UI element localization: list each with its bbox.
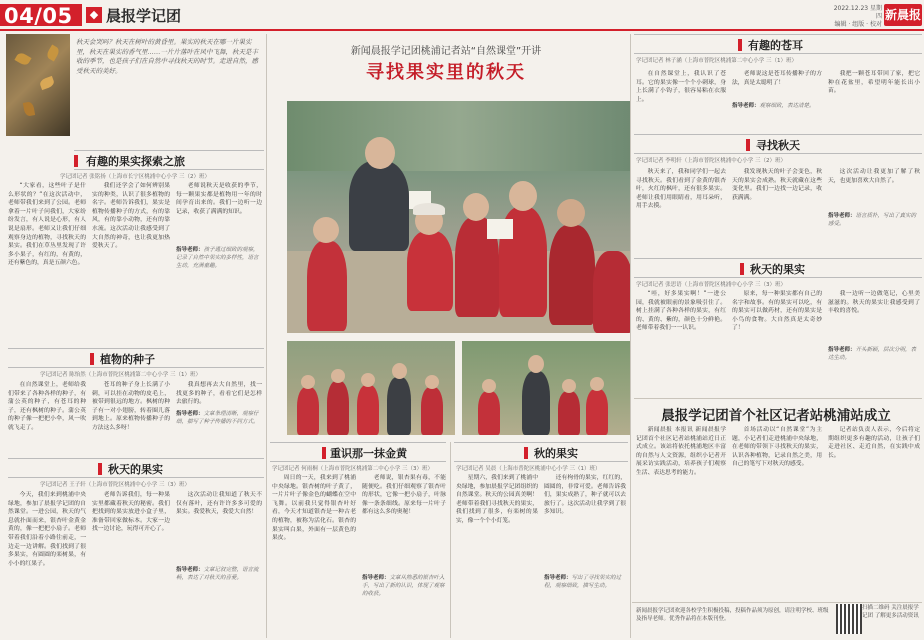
- article-3-col2: 老师告诉我们，每一种果实里都藏着秋天的秘密。我们把找到的果实放进小盒子里，准备带回家做标本。大家一边找一边讨论，玩得可开心了。: [92, 492, 170, 533]
- submission-notice: 新闻晨报学记团欢迎各校学生积极投稿，投稿作品须为原创，请注明学校、班级及指导老师。优秀作品将在本版刊登。: [636, 608, 829, 622]
- article-4-col2: 老师说，银杏果有毒，不能随便吃。我们仔细观察了银杏叶的形状，它像一把小扇子，叶脉像一条条细线。原来每一片叶子都有这么多的奥秘！: [362, 475, 446, 516]
- section-title-3: 秋天的果实: [108, 463, 163, 476]
- section-header-3: [8, 458, 264, 478]
- article-4-col1: 周日的一天，我来到了桃浦中央绿地。银杏树的叶子黄了，一片片叶子像金色的蝴蝶在空中飞舞。以前我只觉得银杏叶好看，今天才知道银杏是一种古老的植物，被称为活化石。银杏的果实叫白果，外面有一层黄色的果皮。: [272, 475, 356, 542]
- byline-6: 学记团记者 林子涵（上海市普陀区桃浦第二中心小学 三（1）班）: [636, 58, 797, 64]
- group-photo-left: [287, 341, 455, 435]
- teacher-note-8: 指导老师：开头新颖，层次分明，表达生动。: [828, 347, 917, 361]
- section-header-5: [454, 442, 628, 462]
- article-2-col1: 在自然课堂上，老师给我们带来了各种各样的种子，有蒲公英的种子，有苍耳的种子，还有枫树的种子。蒲公英的种子像一把把小伞，风一吹就飞走了。: [8, 382, 86, 431]
- article-5-col2: 还有枸骨的果实，红红的，圆圆的，非常可爱。老师告诉我们，果实成熟了，种子就可以去旅行了。这次活动让我学到了很多知识。: [544, 475, 626, 516]
- issue-date: 2022.12.23 星期四 编辑 · 组版 · 校对: [833, 5, 882, 28]
- byline-7: 学记团记者 李明轩（上海市普陀区桃浦中心小学 三（2）班）: [636, 158, 786, 164]
- intro-text: 秋天会哭吗？秋天在树叶的黄昏里。果实的秋天在哪一片果实里，秋天在果实的香气里……一片片落叶在风中飞舞，秋天是丰收的季节，也是孩子们在自然中寻找秋天的时节。走进自然，感受秋天的美好。: [76, 38, 258, 75]
- section-header-4: [270, 442, 446, 462]
- section-title-1: 有趣的果实探索之旅: [86, 155, 185, 168]
- article-6-col1: 在自然课堂上，我认识了苍耳。它的果实像一个个小刺球，身上长满了小钩子，很容易粘在衣服上。: [636, 71, 726, 103]
- article-2-col2: 苍耳的种子身上长满了小刺，可以挂在动物的皮毛上，被带到很远的地方。枫树的种子有一对小翅膀，转着圈儿落到地上。原来植物传播种子的方法这么多呀！: [92, 382, 170, 431]
- main-photo: [287, 101, 631, 333]
- station-title: 晨报学记团首个社区记者站桃浦站成立: [661, 408, 891, 424]
- newspaper-logo: 新晨报: [884, 4, 922, 26]
- qr-code-icon[interactable]: [836, 604, 862, 634]
- article-1-col1: “大家看，这些叶子是什么形状的？”在这次活动中，老师带我们来到了公园。老师拿着一片叶子问我们，大家纷纷发言，有人说是心形，有人说是扇形。老师又让我们仔细观察身边的植物，寻找秋天的果实。我们在草丛里发现了许多小果子，有红的，有黄的，还有紫色的，真是五颜六色。: [8, 183, 86, 267]
- section-header-1: [74, 150, 264, 170]
- article-8-col2: 原来，每一种果实都有自己的名字和故事。有的果实可以吃，有的果实可以做药材，还有的果实是小鸟的食物。大自然真是太奇妙了！: [732, 291, 822, 332]
- article-6-col3: 我把一颗苍耳带回了家，把它种在花盆里，希望明年能长出小苗。: [828, 71, 920, 95]
- teacher-note-7: 指导老师：语言质朴，写出了真实的感受。: [828, 213, 917, 227]
- article-7-col3: 这次活动让我更加了解了秋天，也更加喜欢大自然了。: [828, 169, 920, 184]
- section-header-8: [634, 258, 922, 278]
- article-7-col1: 秋天来了，我和同学们一起去寻找秋天。我们看到了金黄的银杏叶，火红的枫叶，还有很多果实。老师让我们用眼睛看，用耳朵听，用手去摸。: [636, 169, 726, 210]
- column-rule-center: [450, 442, 451, 638]
- section-mark-icon: ◆: [86, 7, 102, 23]
- section-header-6: [634, 34, 922, 54]
- group-photo-right: [462, 341, 630, 435]
- section-title-4: 重识那一抹金黄: [330, 447, 407, 460]
- article-2-col3: 我真想再去大自然里，找一找更多的种子，看看它们是怎样去旅行的。: [176, 382, 262, 406]
- column-rule-left: [266, 34, 267, 638]
- header-rule: [0, 29, 924, 31]
- section-title-5: 秋的果实: [534, 447, 578, 460]
- article-1-col2: 我们还学会了如何辨别果实的种类，认识了很多植物的名字。老师告诉我们，果实是植物传播种子的方式，有的靠风，有的靠小动物，还有的靠水流。这次活动让我感受到了大自然的神奇，也让我更加热爱秋天了。: [92, 183, 170, 250]
- article-8-col1: “哇，好多果实啊！”一进公园，我就被眼前的景象吸引住了。树上挂满了各种各样的果实，有红的、黄的、紫的，颜色十分鲜艳。老师带着我们一一认识。: [636, 291, 726, 332]
- article-8-col3: 我一边听一边做笔记，心里美滋滋的。秋天的果实让我感受到了丰收的喜悦。: [828, 291, 920, 315]
- section-title: 晨报学记团: [106, 7, 182, 25]
- section-title-8: 秋天的果实: [750, 263, 805, 276]
- station-col2: 首场活动以“自然课堂”为主题，小记者们走进桃浦中央绿地，在老师的带领下寻找秋天的果实，认识各种植物，记录自然之美，用自己的笔写下对秋天的感受。: [732, 427, 822, 468]
- section-title-2: 植物的种子: [100, 353, 155, 366]
- qr-caption: 扫描二维码 关注晨报学记团 了解更多活动资讯: [862, 605, 919, 619]
- station-col1: 新闻晨报 本报讯 新闻晨报学记团首个社区记者站桃浦站近日正式成立。该站将依托桃浦地区丰富的自然与人文资源，组织小记者开展采访实践活动，培养孩子们观察生活、表达思考的能力。: [636, 427, 726, 476]
- article-1-col3: 老师说秋天是收获的季节，每一颗果实都是植物用一年的时间孕育出来的。我们一边听一边记录，收获了满满的知识。: [176, 183, 262, 215]
- teacher-note-4: 指导老师：文章从熟悉的银杏叶入手，写出了新的认识，体现了观察的收获。: [362, 575, 445, 597]
- byline-1: 学记团记者 张铭扬（上海市长宁区桃浦中心小学 三（2）班）: [60, 174, 210, 180]
- teacher-note-3: 指导老师：文章记叙完整，语言流畅，表达了对秋天的喜爱。: [176, 567, 259, 581]
- byline-4: 学记团记者 何雨桐（上海市普陀区桃浦第二中心小学 三（3）班）: [272, 466, 433, 472]
- headline-subtitle: 新闻晨报学记团桃浦记者站“自然课堂”开讲: [350, 46, 542, 57]
- teacher-note-1: 指导老师：孩子通过细致的观察，记录了自然中果实的多样性，语言生动，充满童趣。: [176, 247, 259, 269]
- article-5-col1: 星期六，我们来到了桃浦中央绿地，参加晨报学记团组织的自然课堂。秋天的公园真美啊！老师带着我们寻找秋天的果实，我们找到了很多，有栾树的果实，像一个个小灯笼。: [456, 475, 538, 524]
- article-6-col2: 老师说这是苍耳传播种子的方法，真是太聪明了！: [732, 71, 822, 86]
- article-3-col3: 这次活动让我知道了秋天不仅有落叶，还有许许多多可爱的果实。我爱秋天，我爱大自然！: [176, 492, 262, 516]
- section-title-6: 有趣的苍耳: [748, 39, 803, 52]
- page-header: [0, 0, 924, 30]
- teacher-note-2: 指导老师：文章条理清晰，观察仔细，描写了种子传播的不同方式。: [176, 411, 259, 425]
- station-rule: [634, 398, 922, 399]
- teacher-note-5: 指导老师：写出了寻找果实的过程，观察细致，描写生动。: [544, 575, 622, 589]
- byline-3: 学记团记者 王子轩（上海市普陀区桃浦中心小学 三（3）班）: [40, 482, 190, 488]
- section-header-7: [634, 134, 922, 154]
- section-header-2: [8, 348, 264, 368]
- teacher-note-6: 指导老师：观察细致，表达清楚。: [732, 103, 815, 109]
- article-3-col1: 今天，我们来到桃浦中央绿地，参加了晨报学记团的自然课堂。一进公园，秋天的气息就扑面而来，银杏叶金黄金黄的，像一把把小扇子。老师带着我们沿着小路往前走，一边走一边讲解。我们找到了很多果实，有圆圆的栾树果，有小小的红果子。: [8, 492, 86, 567]
- station-col3: 记者站负责人表示，今后将定期组织更多有趣的活动，让孩子们走进社区、走近自然，在实践中成长。: [828, 427, 920, 459]
- byline-5: 学记团记者 吴晨（上海市普陀区桃浦中心小学 三（1）班）: [456, 466, 601, 472]
- section-title-7: 寻找秋天: [756, 139, 800, 152]
- article-7-col2: 我发现秋天的叶子会变色，秋天的果实会成熟。秋天就藏在这些变化里。我们一边找一边记录，收获满满。: [732, 169, 822, 201]
- byline-8: 学记团记者 张思语（上海市普陀区桃浦中心小学 三（3）班）: [636, 282, 786, 288]
- acorns-photo: [6, 34, 70, 136]
- page-number: 04/05: [4, 4, 73, 28]
- headline-title: 寻找果实里的秋天: [366, 62, 526, 83]
- byline-2: 学记团记者 陈怡然（上海市普陀区桃浦第二中心小学 三（1）班）: [40, 372, 201, 378]
- column-rule-right: [630, 34, 631, 638]
